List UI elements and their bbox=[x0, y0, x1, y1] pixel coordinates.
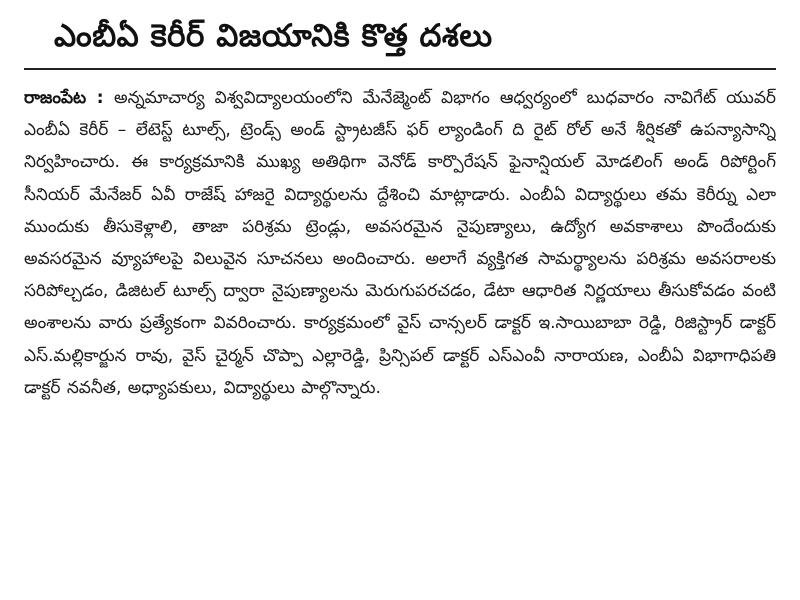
news-article bbox=[24, 14, 776, 586]
article-dateline: రాజంపేట : bbox=[24, 88, 114, 108]
article-body-paragraph bbox=[24, 82, 776, 404]
article-headline: ఎంబీఏ కెరీర్ విజయానికి కొత్త దశలు bbox=[54, 18, 493, 54]
headline-divider bbox=[24, 68, 776, 70]
article-body-text: అన్నమాచార్య విశ్వవిద్యాలయంలోని మేనేజ్మెంట్ విభాగం ఆధ్వర్యంలో బుధవారం నావిగేట్ యువర్ ఎంబీఏ కెరీర్ – లేటెస్ట్ టూల్స్, ట్రెండ్స్ అండ్ స్ట్రాటజీస్ ఫర్ ల్యాండింగ్ ది రైట్ రోల్ అనే శీర్షికతో ఉపన్యాసాన్ని నిర్వహించారు. ఈ కార్యక్రమానికి ముఖ్య అతిథిగా వెనోడ్ కార్పొరేషన్ ఫైనాన్షియల్ మోడలింగ్ అండ్ రిపోర్టింగ్ సీనియర్ మేనేజర్ ఏవీ రాజేష్ హాజరై విద్యార్థులను ద్దేశించి మాట్లాడారు. ఎంబీఏ విద్యార్థులు తమ కెరీర్ను ఎలా ముందుకు తీసుకెళ్లాలి, తాజా పరిశ్రమ ట్రెండ్లు, అవసరమైన నైపుణ్యాలు, ఉద్యోగ అవకాశాలు పొందేందుకు అవసరమైన వ్యూహాలపై విలువైన సూచనలు అందించారు. అలాగే వ్యక్తిగత సామర్థ్యాలను పరిశ్రమ అవసరాలకు సరిపోల్చడం, డిజిటల్ టూల్స్ ద్వారా నైపుణ్యాలను మెరుగుపరచడం, డేటా ఆధారిత నిర్ణయాలు తీసుకోవడం వంటి అంశాలను వారు ప్రత్యేకంగా వివరించారు. కార్యక్రమంలో వైస్ చాన్సలర్ డాక్టర్ ఇ.సాయిబాబా రెడ్డి, రిజిస్ట్రార్ డాక్టర్ ఎస్.మల్లికార్జున రావు, వైస్ చైర్మన్ చొప్పా ఎల్లారెడ్డి, ప్రిన్సిపల్ డాక్టర్ ఎస్ఎంవీ నారాయణ, ఎంబీఏ విభాగాధిపతి డాక్టర్ నవనీత, అధ్యాపకులు, విద్యార్థులు పాల్గొన్నారు. bbox=[24, 88, 776, 398]
